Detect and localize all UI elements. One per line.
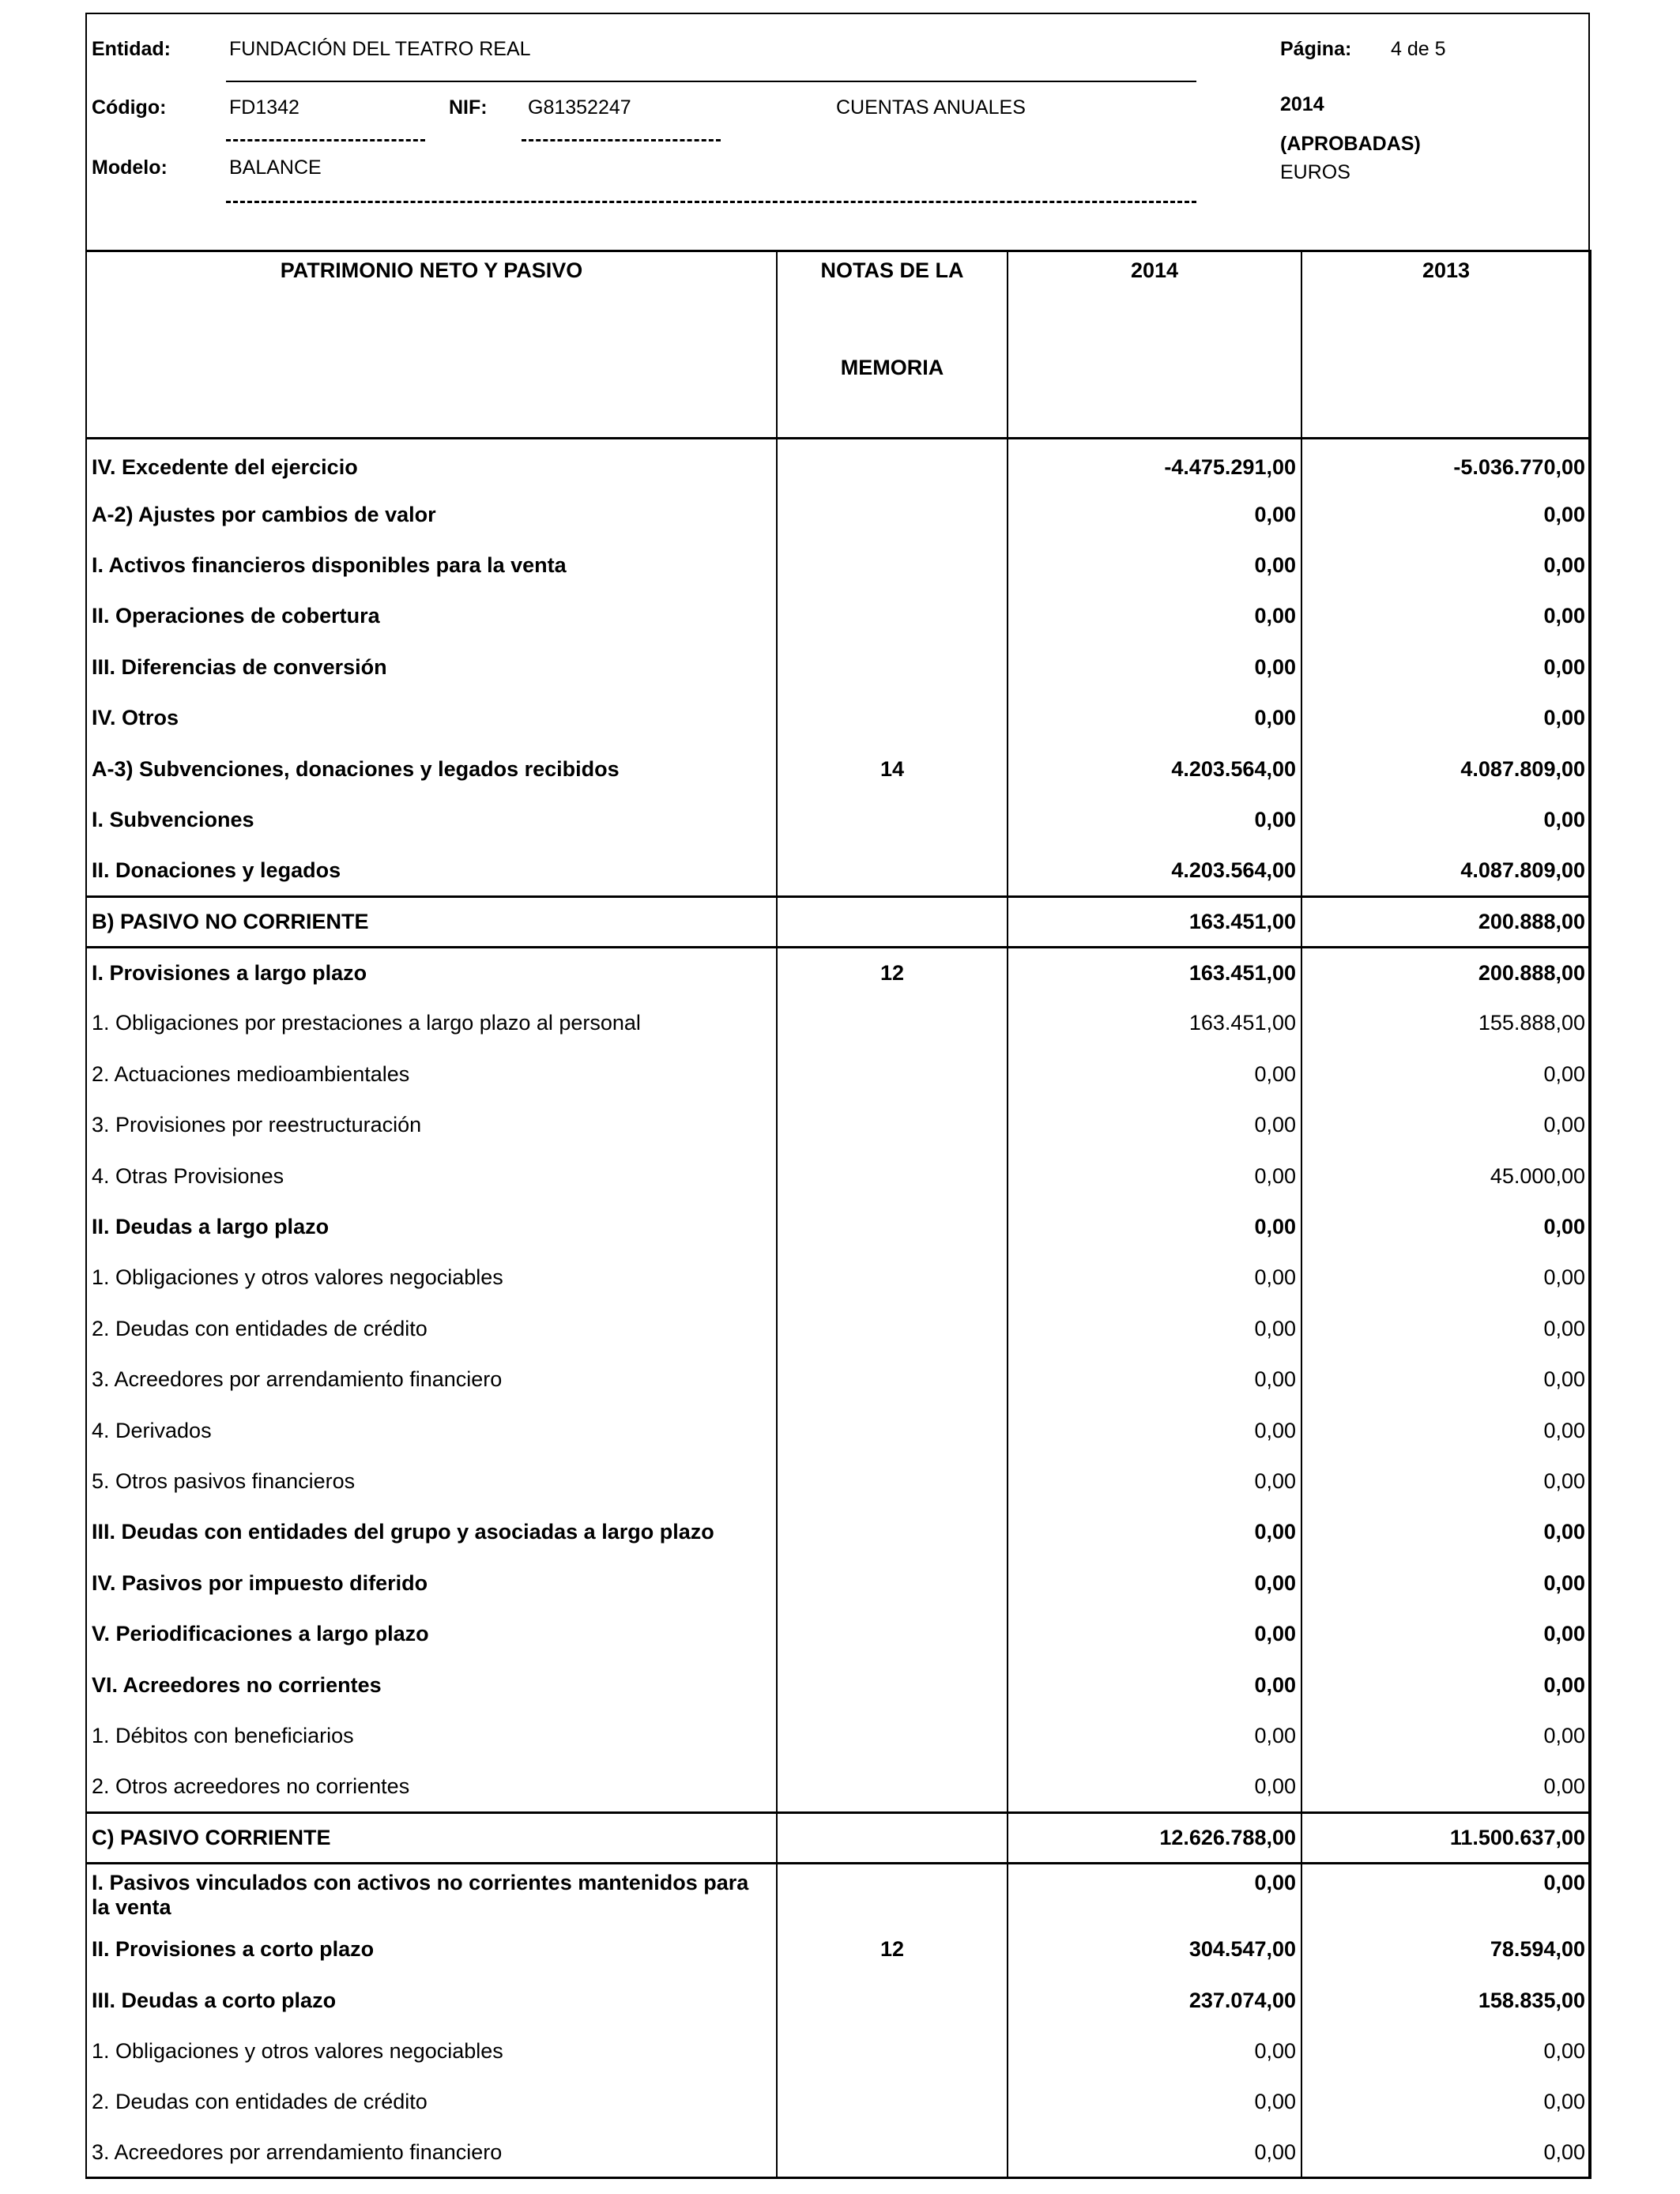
row-value-2014: 163.451,00 (1008, 947, 1301, 997)
row-label: I. Subvenciones (86, 794, 777, 845)
table-header-row (86, 251, 1591, 439)
table-row (86, 2077, 1591, 2128)
table-row (86, 1100, 1591, 1151)
table-row (86, 692, 1591, 743)
row-label: C) PASIVO CORRIENTE (86, 1812, 777, 1863)
row-value-2013: 0,00 (1301, 1456, 1591, 1506)
row-label: II. Provisiones a corto plazo (86, 1924, 777, 1974)
row-label: 3. Provisiones por reestructuración (86, 1100, 777, 1151)
row-value-2014: 0,00 (1008, 1507, 1301, 1558)
table-row (86, 1201, 1591, 1252)
row-label: 4. Derivados (86, 1405, 777, 1456)
row-value-2014: 0,00 (1008, 1405, 1301, 1456)
row-value-2014: 0,00 (1008, 1762, 1301, 1812)
row-value-2014: 0,00 (1008, 2026, 1301, 2076)
header-concept: PATRIMONIO NETO Y PASIVO (86, 251, 777, 439)
row-label: IV. Pasivos por impuesto diferido (86, 1558, 777, 1608)
table-row (86, 2026, 1591, 2076)
modelo-underline (226, 201, 1196, 203)
row-value-2014: 0,00 (1008, 1100, 1301, 1151)
row-value-2013: 0,00 (1301, 1660, 1591, 1710)
row-label: B) PASIVO NO CORRIENTE (86, 896, 777, 947)
table-row (86, 744, 1591, 794)
row-nota: 12 (777, 1924, 1008, 1974)
row-label: I. Activos financieros disponibles para la venta (86, 540, 777, 590)
row-label: III. Diferencias de conversión (86, 642, 777, 692)
row-nota (777, 1355, 1008, 1405)
table-row (86, 1660, 1591, 1710)
row-nota (777, 1049, 1008, 1099)
row-value-2013: 0,00 (1301, 1863, 1591, 1924)
table-row (86, 1975, 1591, 2026)
row-value-2014: 0,00 (1008, 1863, 1301, 1924)
row-value-2013: 158.835,00 (1301, 1975, 1591, 2026)
table-row (86, 1710, 1591, 1761)
row-nota (777, 794, 1008, 845)
row-label: 2. Deudas con entidades de crédito (86, 2077, 777, 2128)
row-nota (777, 642, 1008, 692)
table-row (86, 1924, 1591, 1974)
table-row (86, 794, 1591, 845)
entidad-underline (226, 81, 1196, 82)
row-label: 4. Otras Provisiones (86, 1151, 777, 1201)
year-label: 2014 (1280, 93, 1324, 115)
row-value-2013: 0,00 (1301, 1049, 1591, 1099)
row-label: VI. Acreedores no corrientes (86, 1660, 777, 1710)
row-nota (777, 439, 1008, 489)
row-nota (777, 1660, 1008, 1710)
modelo-value: BALANCE (229, 156, 322, 179)
table-row (86, 540, 1591, 590)
row-nota (777, 692, 1008, 743)
row-label: III. Deudas a corto plazo (86, 1975, 777, 2026)
row-nota (777, 1405, 1008, 1456)
row-nota (777, 1456, 1008, 1506)
row-label: 1. Obligaciones y otros valores negociables (86, 1253, 777, 1303)
row-value-2013: 0,00 (1301, 1507, 1591, 1558)
row-value-2013: 200.888,00 (1301, 896, 1591, 947)
row-value-2013: 0,00 (1301, 1558, 1591, 1608)
row-nota (777, 1253, 1008, 1303)
row-value-2013: 0,00 (1301, 1710, 1591, 1761)
row-value-2013: 0,00 (1301, 2026, 1591, 2076)
row-value-2014: 0,00 (1008, 2077, 1301, 2128)
row-value-2014: 0,00 (1008, 1355, 1301, 1405)
header-notes (777, 251, 1008, 439)
row-value-2014: 0,00 (1008, 1049, 1301, 1099)
row-value-2014: 0,00 (1008, 591, 1301, 642)
row-label: V. Periodificaciones a largo plazo (86, 1608, 777, 1659)
row-nota (777, 1762, 1008, 1812)
row-nota (777, 1100, 1008, 1151)
row-label: 2. Actuaciones medioambientales (86, 1049, 777, 1099)
row-value-2013: -5.036.770,00 (1301, 439, 1591, 489)
row-label: 3. Acreedores por arrendamiento financiero (86, 1355, 777, 1405)
modelo-label: Modelo: (92, 156, 168, 179)
row-value-2014: 304.547,00 (1008, 1924, 1301, 1974)
row-value-2013: 11.500.637,00 (1301, 1812, 1591, 1863)
row-label: 1. Obligaciones y otros valores negociables (86, 2026, 777, 2076)
row-value-2013: 45.000,00 (1301, 1151, 1591, 1201)
row-label: 1. Débitos con beneficiarios (86, 1710, 777, 1761)
row-value-2013: 0,00 (1301, 794, 1591, 845)
row-value-2014: 12.626.788,00 (1008, 1812, 1301, 1863)
table-row (86, 489, 1591, 540)
row-nota (777, 998, 1008, 1049)
table-row (86, 947, 1591, 997)
row-value-2013: 0,00 (1301, 1355, 1591, 1405)
row-value-2013: 200.888,00 (1301, 947, 1591, 997)
table-row (86, 642, 1591, 692)
row-value-2013: 0,00 (1301, 1253, 1591, 1303)
row-nota (777, 1710, 1008, 1761)
row-value-2013: 0,00 (1301, 540, 1591, 590)
header-year-2013: 2013 (1301, 251, 1591, 439)
row-value-2013: 155.888,00 (1301, 998, 1591, 1049)
row-value-2014: 0,00 (1008, 1608, 1301, 1659)
row-value-2013: 0,00 (1301, 2128, 1591, 2178)
row-nota: 12 (777, 947, 1008, 997)
row-value-2013: 0,00 (1301, 591, 1591, 642)
row-value-2014: 0,00 (1008, 1151, 1301, 1201)
row-nota (777, 2077, 1008, 2128)
row-value-2014: 0,00 (1008, 1456, 1301, 1506)
row-value-2014: 163.451,00 (1008, 998, 1301, 1049)
row-label: I. Provisiones a largo plazo (86, 947, 777, 997)
header-year-2014: 2014 (1008, 251, 1301, 439)
row-value-2014: 0,00 (1008, 540, 1301, 590)
row-value-2014: 0,00 (1008, 794, 1301, 845)
row-value-2014: 0,00 (1008, 1201, 1301, 1252)
row-label: IV. Excedente del ejercicio (86, 439, 777, 489)
table-row (86, 1863, 1591, 1924)
row-label: A-2) Ajustes por cambios de valor (86, 489, 777, 540)
row-label: 3. Acreedores por arrendamiento financiero (86, 2128, 777, 2178)
nif-value: G81352247 (528, 96, 631, 119)
row-label: 2. Otros acreedores no corrientes (86, 1762, 777, 1812)
row-value-2014: 163.451,00 (1008, 896, 1301, 947)
row-value-2014: 0,00 (1008, 1558, 1301, 1608)
table-row (86, 1303, 1591, 1354)
status-label: (APROBADAS) (1280, 133, 1421, 155)
row-value-2014: 0,00 (1008, 1660, 1301, 1710)
row-nota (777, 846, 1008, 896)
row-label: I. Pasivos vinculados con activos no corrientes mantenidos para la venta (86, 1863, 777, 1924)
codigo-underline (226, 139, 425, 141)
balance-table (85, 250, 1591, 2179)
row-label: 1. Obligaciones por prestaciones a largo plazo al personal (86, 998, 777, 1049)
row-value-2013: 0,00 (1301, 2077, 1591, 2128)
row-value-2013: 0,00 (1301, 692, 1591, 743)
entidad-value: FUNDACIÓN DEL TEATRO REAL (229, 38, 531, 60)
row-label: II. Deudas a largo plazo (86, 1201, 777, 1252)
table-row (86, 998, 1591, 1049)
table-row (86, 2128, 1591, 2178)
row-value-2014: 0,00 (1008, 1710, 1301, 1761)
row-nota (777, 1608, 1008, 1659)
row-label: II. Operaciones de cobertura (86, 591, 777, 642)
row-label: 2. Deudas con entidades de crédito (86, 1303, 777, 1354)
row-value-2014: 237.074,00 (1008, 1975, 1301, 2026)
row-label: 5. Otros pasivos financieros (86, 1456, 777, 1506)
table-row (86, 1608, 1591, 1659)
entidad-label: Entidad: (92, 38, 171, 60)
row-value-2014: 0,00 (1008, 1253, 1301, 1303)
row-value-2013: 0,00 (1301, 1100, 1591, 1151)
table-row (86, 1456, 1591, 1506)
row-nota (777, 2026, 1008, 2076)
table-row (86, 896, 1591, 947)
table-row (86, 1812, 1591, 1863)
row-value-2013: 4.087.809,00 (1301, 744, 1591, 794)
header-notes-line2: MEMORIA (840, 356, 944, 379)
pagina-label: Página: (1280, 38, 1352, 60)
row-label: II. Donaciones y legados (86, 846, 777, 896)
row-nota (777, 540, 1008, 590)
row-label: A-3) Subvenciones, donaciones y legados recibidos (86, 744, 777, 794)
row-nota (777, 1507, 1008, 1558)
row-value-2014: 0,00 (1008, 2128, 1301, 2178)
row-nota (777, 896, 1008, 947)
pagina-value: 4 de 5 (1391, 38, 1446, 60)
row-value-2013: 0,00 (1301, 1762, 1591, 1812)
table-row (86, 1405, 1591, 1456)
codigo-label: Código: (92, 96, 167, 119)
row-value-2014: 0,00 (1008, 489, 1301, 540)
row-nota (777, 2128, 1008, 2178)
row-nota (777, 1812, 1008, 1863)
row-nota (777, 489, 1008, 540)
row-nota (777, 1201, 1008, 1252)
table-row (86, 1507, 1591, 1558)
row-nota (777, 1863, 1008, 1924)
row-value-2014: 4.203.564,00 (1008, 744, 1301, 794)
row-value-2013: 0,00 (1301, 1405, 1591, 1456)
row-value-2013: 0,00 (1301, 642, 1591, 692)
table-row (86, 1762, 1591, 1812)
table-row (86, 1253, 1591, 1303)
row-nota (777, 591, 1008, 642)
table-row (86, 1558, 1591, 1608)
header-notes-line1: NOTAS DE LA (820, 258, 964, 282)
row-value-2014: 0,00 (1008, 692, 1301, 743)
row-value-2014: -4.475.291,00 (1008, 439, 1301, 489)
row-label: III. Deudas con entidades del grupo y asociadas a largo plazo (86, 1507, 777, 1558)
row-nota (777, 1151, 1008, 1201)
row-value-2014: 0,00 (1008, 642, 1301, 692)
row-value-2014: 0,00 (1008, 1303, 1301, 1354)
doc-type: CUENTAS ANUALES (836, 96, 1026, 119)
table-row (86, 846, 1591, 896)
currency-label: EUROS (1280, 161, 1350, 183)
row-nota (777, 1975, 1008, 2026)
table-row (86, 439, 1591, 489)
nif-label: NIF: (449, 96, 488, 119)
table-row (86, 1355, 1591, 1405)
table-row (86, 1049, 1591, 1099)
codigo-value: FD1342 (229, 96, 299, 119)
row-value-2013: 0,00 (1301, 1303, 1591, 1354)
row-value-2014: 4.203.564,00 (1008, 846, 1301, 896)
nif-underline (522, 139, 721, 141)
row-value-2013: 0,00 (1301, 489, 1591, 540)
row-nota (777, 1558, 1008, 1608)
row-value-2013: 4.087.809,00 (1301, 846, 1591, 896)
row-value-2013: 0,00 (1301, 1201, 1591, 1252)
table-row (86, 1151, 1591, 1201)
row-nota (777, 1303, 1008, 1354)
row-value-2013: 78.594,00 (1301, 1924, 1591, 1974)
row-label: IV. Otros (86, 692, 777, 743)
table-row (86, 591, 1591, 642)
row-value-2013: 0,00 (1301, 1608, 1591, 1659)
row-nota: 14 (777, 744, 1008, 794)
